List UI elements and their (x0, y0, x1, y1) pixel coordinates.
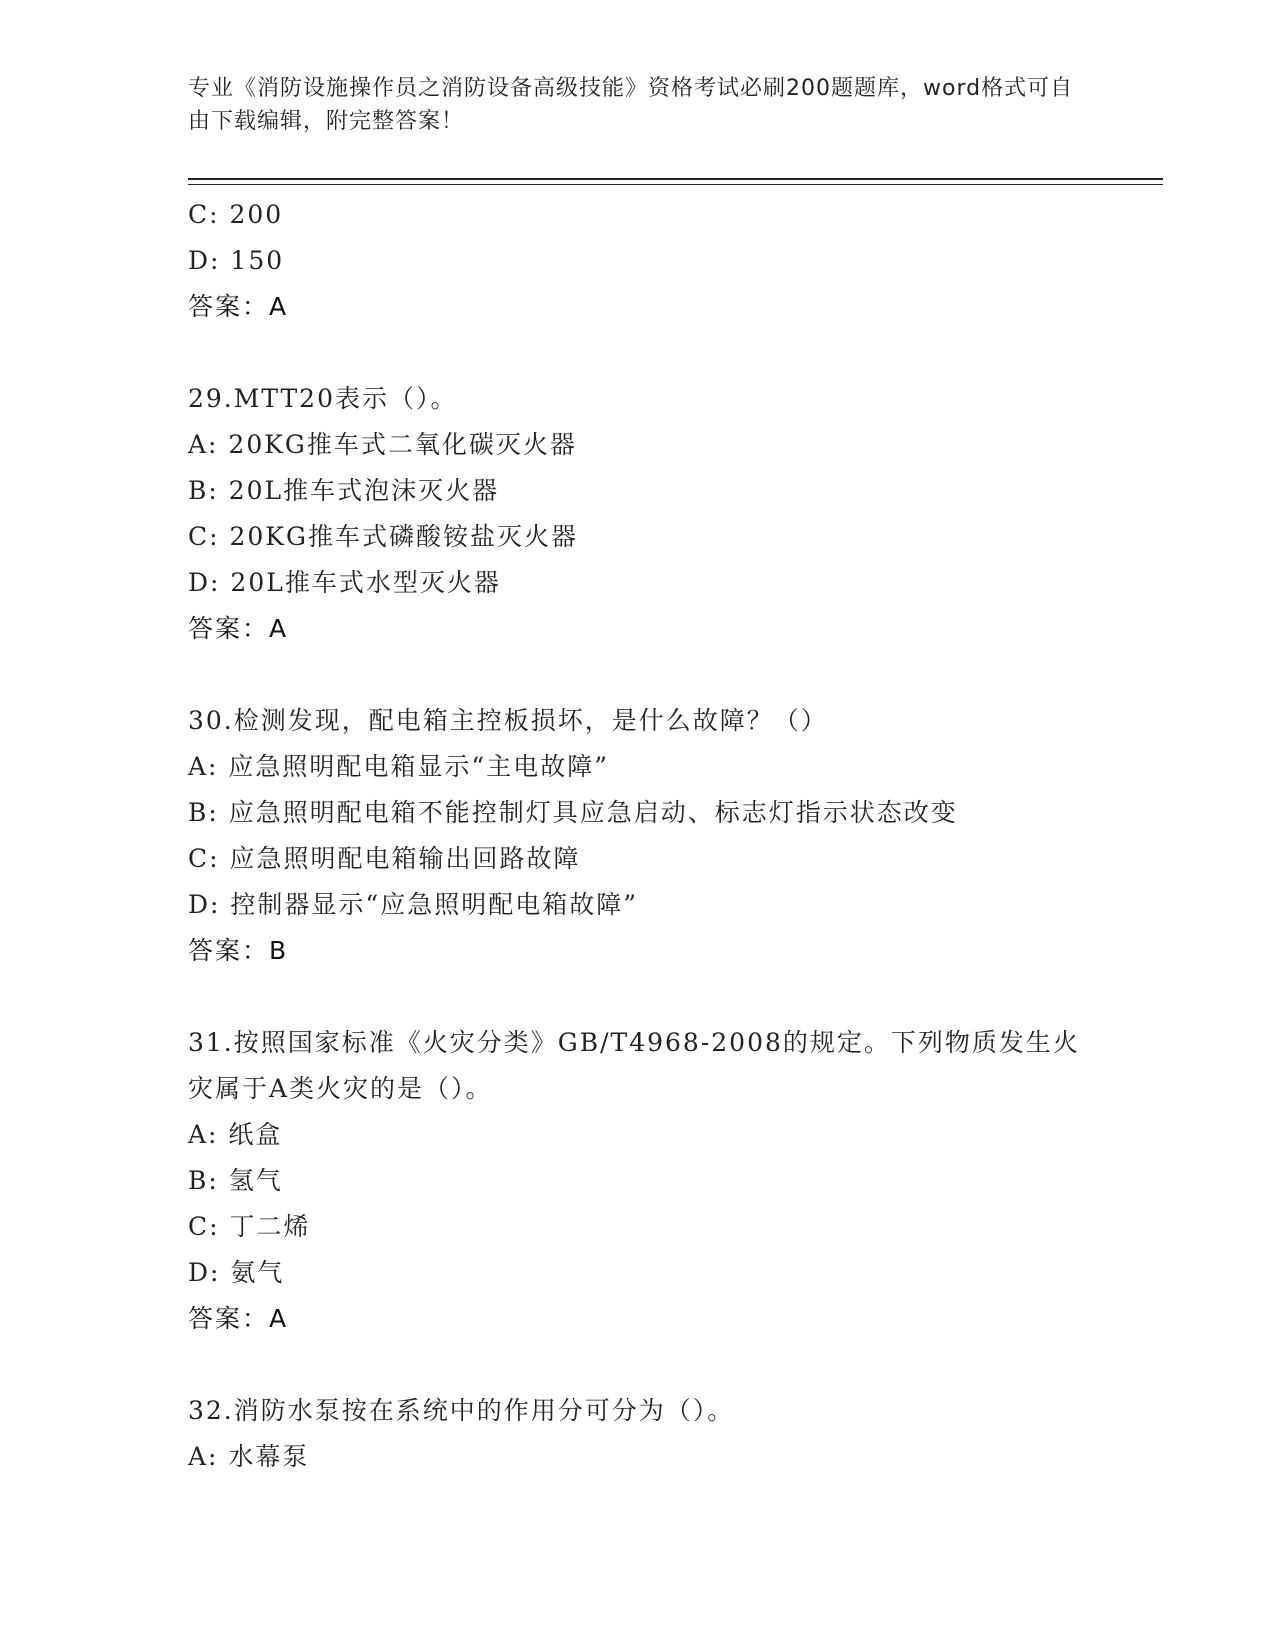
option-d: D: 氨气 (188, 1258, 285, 1287)
question-block-30 (188, 698, 1088, 974)
option-d: D: 控制器显示“应急照明配电箱故障” (188, 890, 638, 919)
option-a: A: 水幕泵 (188, 1442, 310, 1471)
document-header: 专业《消防设施操作员之消防设备高级技能》资格考试必刷200题题库，word格式可自由下载编辑，附完整答案！ (188, 76, 1074, 134)
option-a: A: 20KG推车式二氧化碳灭火器 (188, 430, 577, 459)
option-b: B: 应急照明配电箱不能控制灯具应急启动、标志灯指示状态改变 (188, 798, 958, 827)
question-block-partial (188, 192, 1088, 330)
header-divider-thin (188, 184, 1163, 185)
answer-line: 答案：B (188, 936, 289, 965)
answer-line: 答案：A (188, 292, 289, 321)
option-d: D: 150 (188, 246, 285, 275)
question-block-31 (188, 1020, 1088, 1342)
option-a: A: 应急照明配电箱显示“主电故障” (188, 752, 609, 781)
option-c: C: 20KG推车式磷酸铵盐灭火器 (188, 522, 578, 551)
question-stem: 31.按照国家标准《火灾分类》GB/T4968-2008的规定。下列物质发生火灾属于A类火灾的是（）。 (188, 1028, 1080, 1103)
answer-line: 答案：A (188, 614, 289, 643)
question-stem: 32.消防水泵按在系统中的作用分可分为（）。 (188, 1396, 735, 1425)
answer-line: 答案：A (188, 1304, 289, 1333)
option-c: C: 丁二烯 (188, 1212, 311, 1241)
option-c: C: 200 (188, 200, 284, 229)
option-a: A: 纸盒 (188, 1120, 283, 1149)
header-divider-thick (188, 178, 1163, 180)
question-stem: 29.MTT20表示（）。 (188, 384, 458, 413)
question-stem: 30.检测发现，配电箱主控板损坏，是什么故障？（） (188, 706, 828, 735)
question-block-32 (188, 1388, 1088, 1480)
option-d: D: 20L推车式水型灭火器 (188, 568, 501, 597)
question-list (188, 192, 1088, 1480)
question-block-29 (188, 376, 1088, 652)
option-b: B: 20L推车式泡沫灭火器 (188, 476, 500, 505)
option-c: C: 应急照明配电箱输出回路故障 (188, 844, 581, 873)
option-b: B: 氢气 (188, 1166, 283, 1195)
